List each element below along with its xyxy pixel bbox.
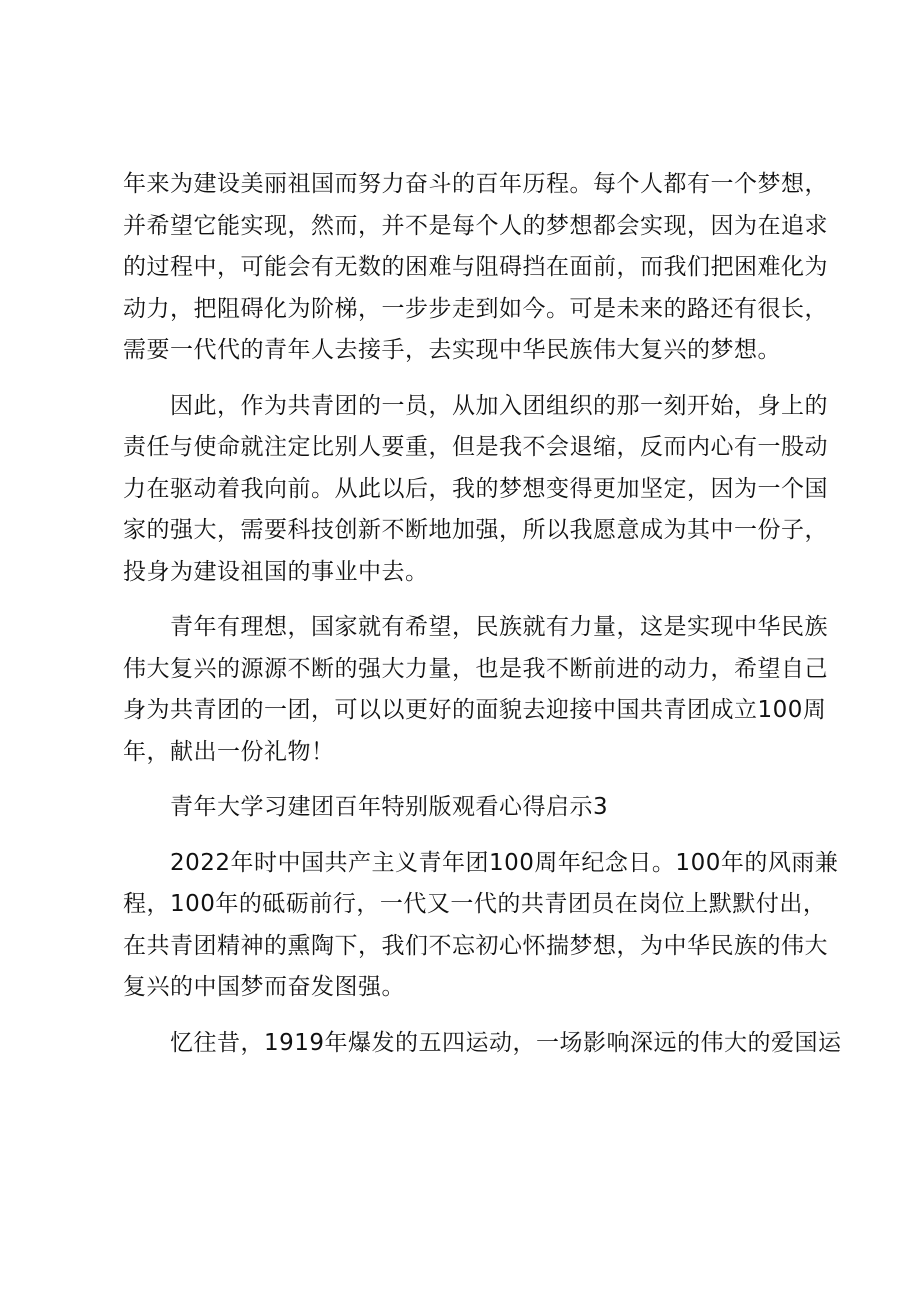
- text-line: 复兴的中国梦而奋发图强。: [123, 974, 405, 1000]
- text-line: 青年有理想，国家就有希望，民族就有力量，这是实现中华民族: [170, 614, 828, 640]
- text-line: 的过程中，可能会有无数的困难与阻碍挡在面前，而我们把困难化为: [123, 254, 828, 280]
- paragraph-1: [123, 164, 828, 372]
- text-line: 责任与使命就注定比别人要重，但是我不会退缩，反而内心有一股动: [123, 434, 828, 460]
- paragraph-4: [123, 843, 839, 1009]
- text-line: 需要一代代的青年人去接手，去实现中华民族伟大复兴的梦想。: [123, 337, 781, 363]
- text-line: 因此，作为共青团的一员，从加入团组织的那一刻开始，身上的: [170, 392, 828, 419]
- text-line: 投身为建设祖国的事业中去。: [123, 558, 429, 585]
- text-line: 力在驱动着我向前。从此以后，我的梦想变得更加坚定，因为一个国: [123, 475, 828, 502]
- text-line: 伟大复兴的源源不断的强大力量，也是我不断前进的动力，希望自己: [123, 655, 828, 682]
- text-line: 并希望它能实现，然而，并不是每个人的梦想都会实现，因为在追求: [123, 212, 828, 239]
- paragraph-5: [123, 1023, 842, 1065]
- text-line: 动力，把阻碍化为阶梯，一步步走到如今。可是未来的路还有很长，: [123, 295, 828, 322]
- paragraph-2: [123, 386, 828, 594]
- document-body: [123, 164, 842, 1078]
- text-line: 身为共青团的一团，可以以更好的面貌去迎接中国共青团成立100周: [123, 697, 827, 723]
- text-line: 年，献出一份礼物！: [123, 738, 335, 765]
- paragraph-3: [123, 607, 828, 773]
- section-heading: 青年大学习建团百年特别版观看心得启示3: [170, 794, 609, 820]
- text-line: 2022年时中国共产主义青年团100周年纪念日。100年的风雨兼: [170, 849, 839, 876]
- text-line: 忆往昔，1919年爆发的五四运动，一场影响深远的伟大的爱国运: [170, 1029, 842, 1056]
- text-line: 家的强大，需要科技创新不断地加强，所以我愿意成为其中一份子，: [123, 517, 828, 543]
- text-line: 在共青团精神的熏陶下，我们不忘初心怀揣梦想，为中华民族的伟大: [123, 932, 828, 959]
- text-line: 年来为建设美丽祖国而努力奋斗的百年历程。每个人都有一个梦想，: [123, 171, 828, 197]
- text-line: 程，100年的砥砺前行，一代又一代的共青团员在岗位上默默付出，: [123, 891, 827, 917]
